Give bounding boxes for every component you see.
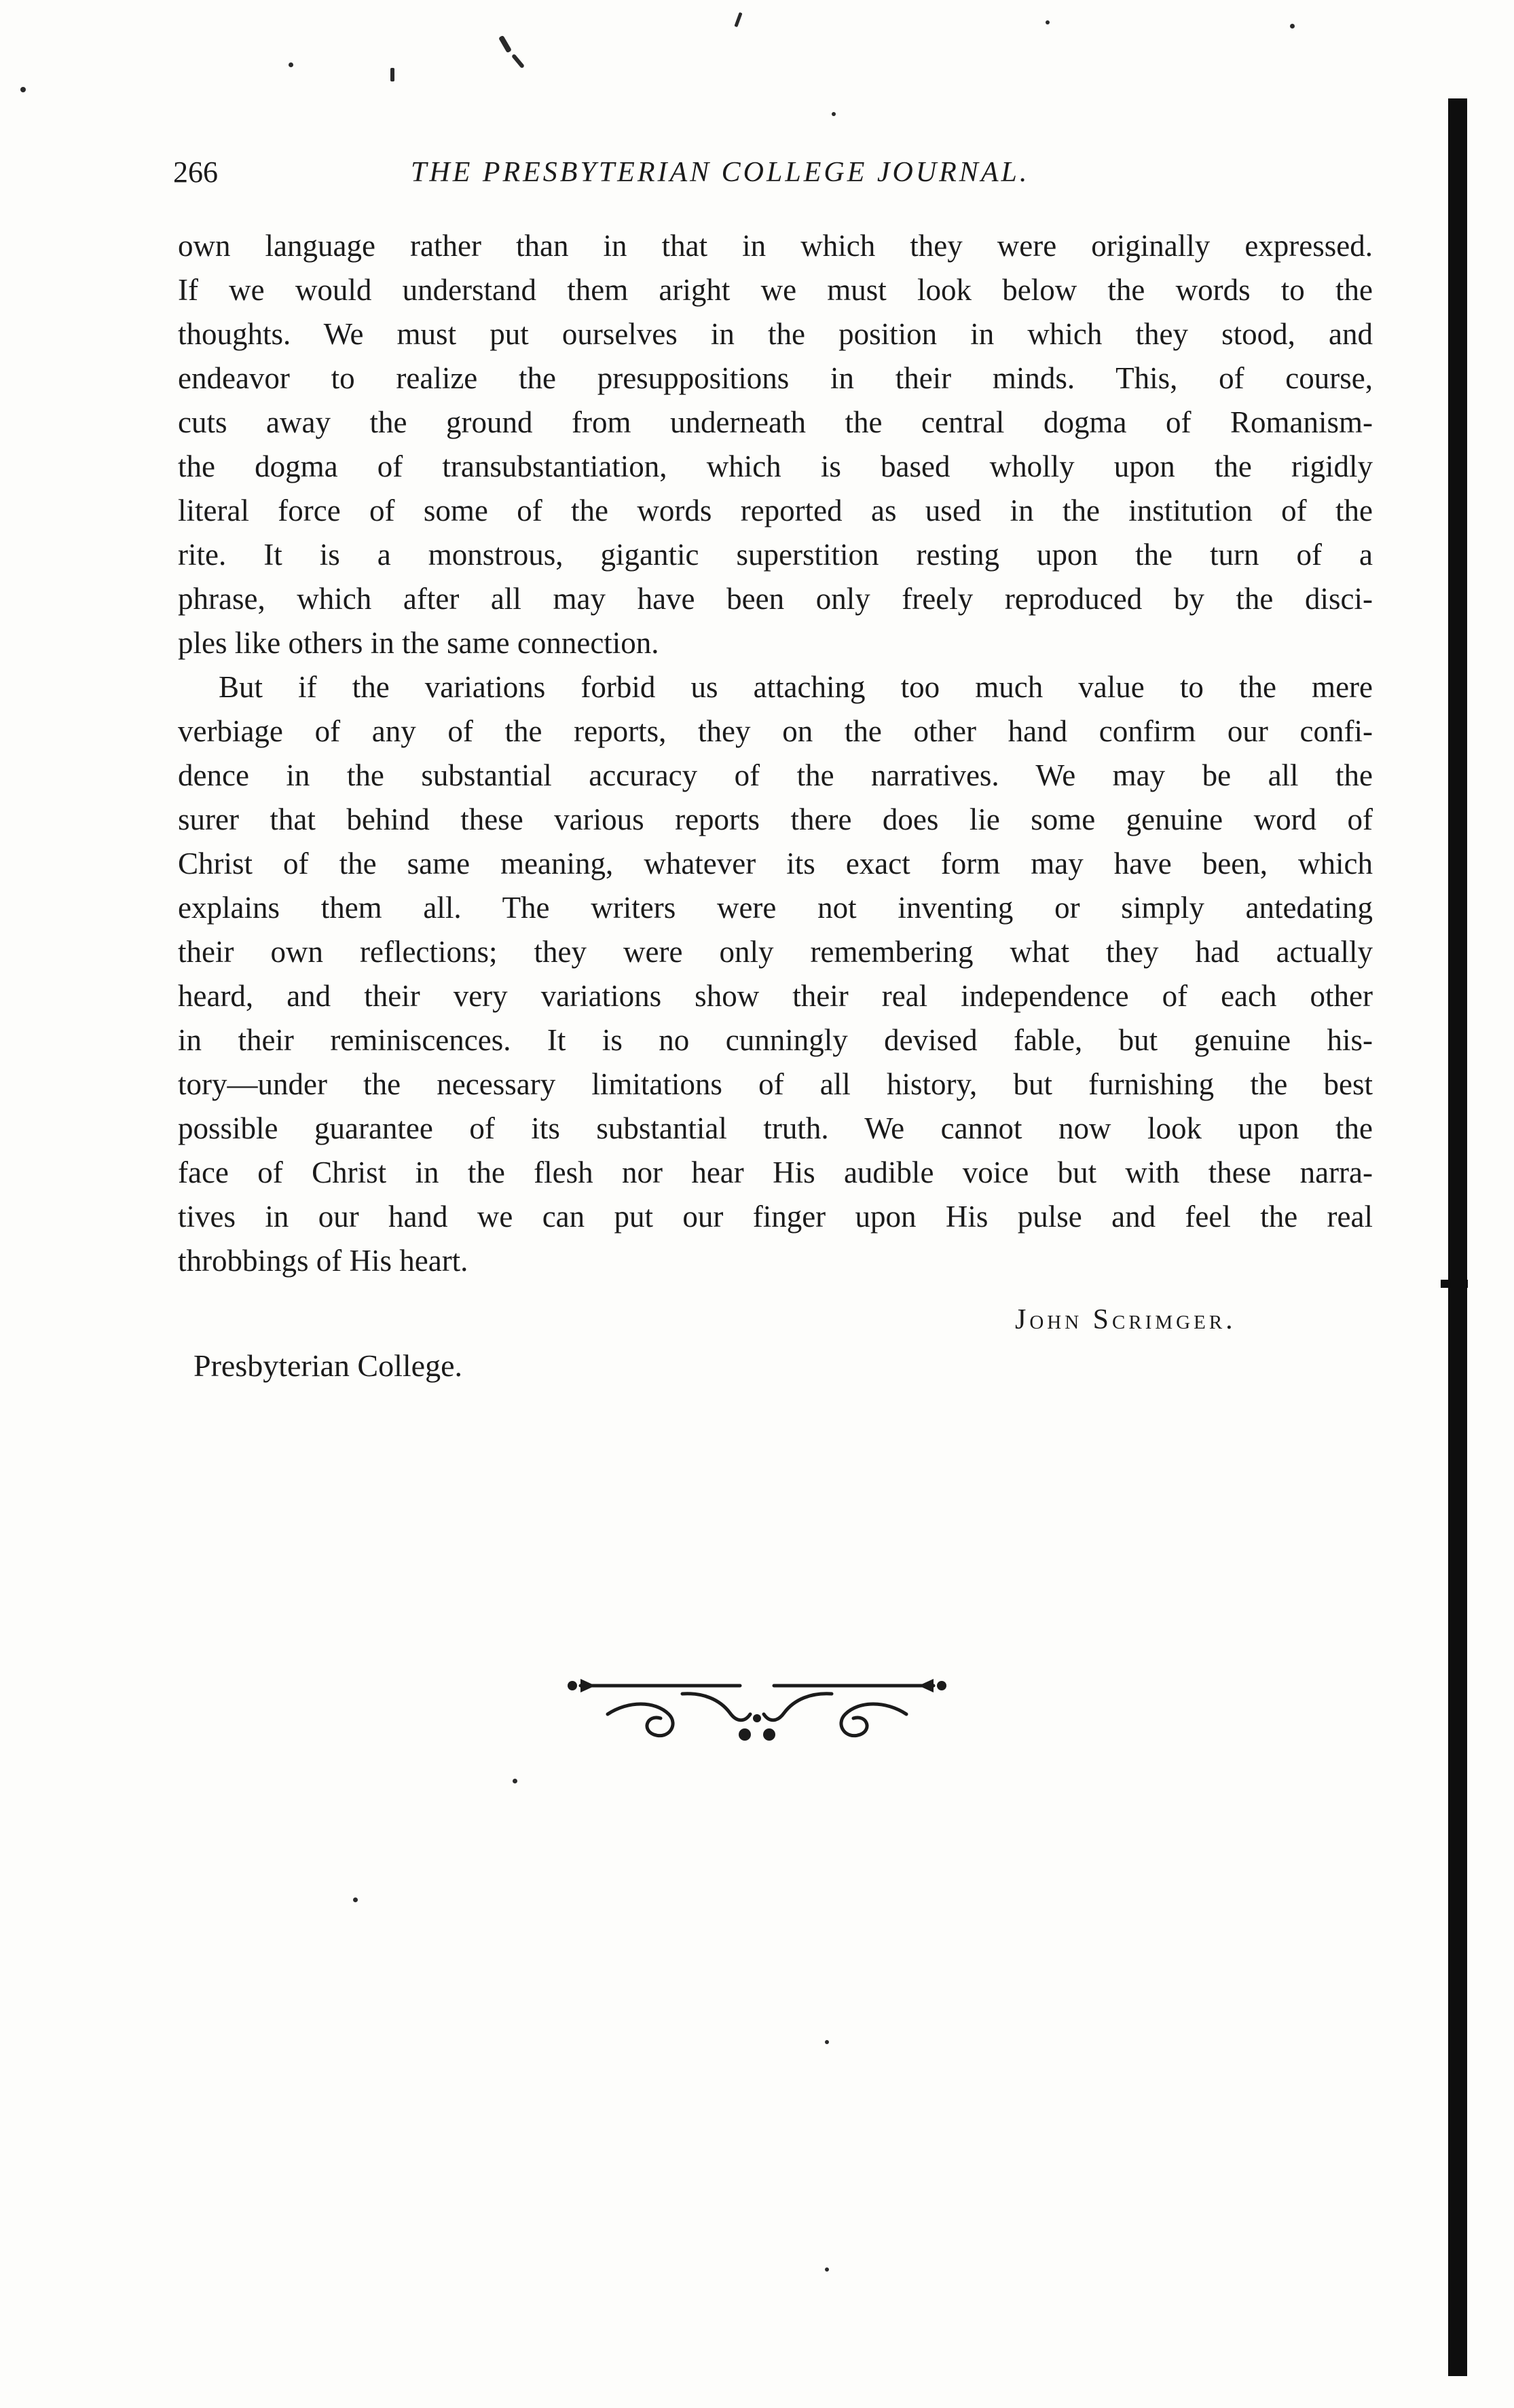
scan-speck: [289, 62, 293, 67]
text-line: possible guarantee of its substantial truth. We cannot now look upon the: [178, 1111, 1373, 1145]
scan-speck: [498, 35, 512, 54]
scan-speck: [1290, 24, 1295, 29]
text-line: rite. It is a monstrous, gigantic superstition resting upon the turn of a: [178, 538, 1373, 572]
text-line: dence in the substantial accuracy of the narratives. We may be all the: [178, 758, 1373, 792]
text-line: in their reminiscences. It is no cunningly devised fable, but genuine his-: [178, 1023, 1373, 1057]
text-line: surer that behind these various reports there does lie some genuine word of: [178, 802, 1373, 836]
text-line: thoughts. We must put ourselves in the position in which they stood, and: [178, 317, 1373, 351]
scan-speck: [734, 12, 742, 27]
scan-speck: [513, 1779, 517, 1783]
text-line: verbiage of any of the reports, they on the other hand confirm our confi-: [178, 714, 1373, 748]
text-line: But if the variations forbid us attaching too much value to the mere: [219, 670, 1373, 704]
running-title: THE PRESBYTERIAN COLLEGE JOURNAL.: [411, 157, 1030, 188]
scan-edge-bar: [1448, 98, 1467, 2376]
author-affiliation: Presbyterian College.: [193, 1348, 463, 1383]
text-line: their own reflections; they were only remembering what they had actually: [178, 935, 1373, 969]
text-line: heard, and their very variations show their real independence of each other: [178, 979, 1373, 1013]
scan-speck: [20, 87, 26, 92]
page-header: [173, 155, 1144, 196]
scan-speck: [825, 2267, 829, 2272]
text-line: face of Christ in the flesh nor hear His audible voice but with these narra-: [178, 1155, 1373, 1189]
text-line: Christ of the same meaning, whatever its exact form may have been, which: [178, 847, 1373, 881]
scan-speck: [353, 1897, 358, 1902]
text-line: cuts away the ground from underneath the central dogma of Romanism-: [178, 405, 1373, 439]
text-line: ples like others in the same connection.: [178, 626, 659, 660]
body-text: [178, 224, 1373, 1283]
text-line: throbbings of His heart.: [178, 1244, 468, 1278]
text-line: tory—under the necessary limitations of all history, but furnishing the best: [178, 1067, 1373, 1101]
text-line: literal force of some of the words reported as used in the institution of the: [178, 494, 1373, 527]
scan-speck: [1046, 20, 1050, 24]
author-signature: John Scrimger.: [1015, 1304, 1236, 1335]
scan-speck: [832, 112, 836, 116]
scan-speck: [390, 68, 394, 81]
ornament-flourish-icon: [567, 1667, 947, 1755]
scan-speck: [511, 54, 525, 69]
text-line: If we would understand them aright we must look below the words to the: [178, 273, 1373, 307]
text-line: tives in our hand we can put our finger upon His pulse and feel the real: [178, 1200, 1373, 1234]
scan-edge-notch: [1441, 1280, 1468, 1288]
text-line: own language rather than in that in which they were originally expressed.: [178, 229, 1373, 263]
text-line: phrase, which after all may have been only freely reproduced by the disci-: [178, 582, 1373, 616]
scan-speck: [825, 2040, 829, 2044]
page-number: 266: [173, 155, 218, 189]
text-line: endeavor to realize the presuppositions in their minds. This, of course,: [178, 361, 1373, 395]
text-line: the dogma of transubstantiation, which is based wholly upon the rigidly: [178, 449, 1373, 483]
text-line: explains them all. The writers were not inventing or simply antedating: [178, 891, 1373, 925]
